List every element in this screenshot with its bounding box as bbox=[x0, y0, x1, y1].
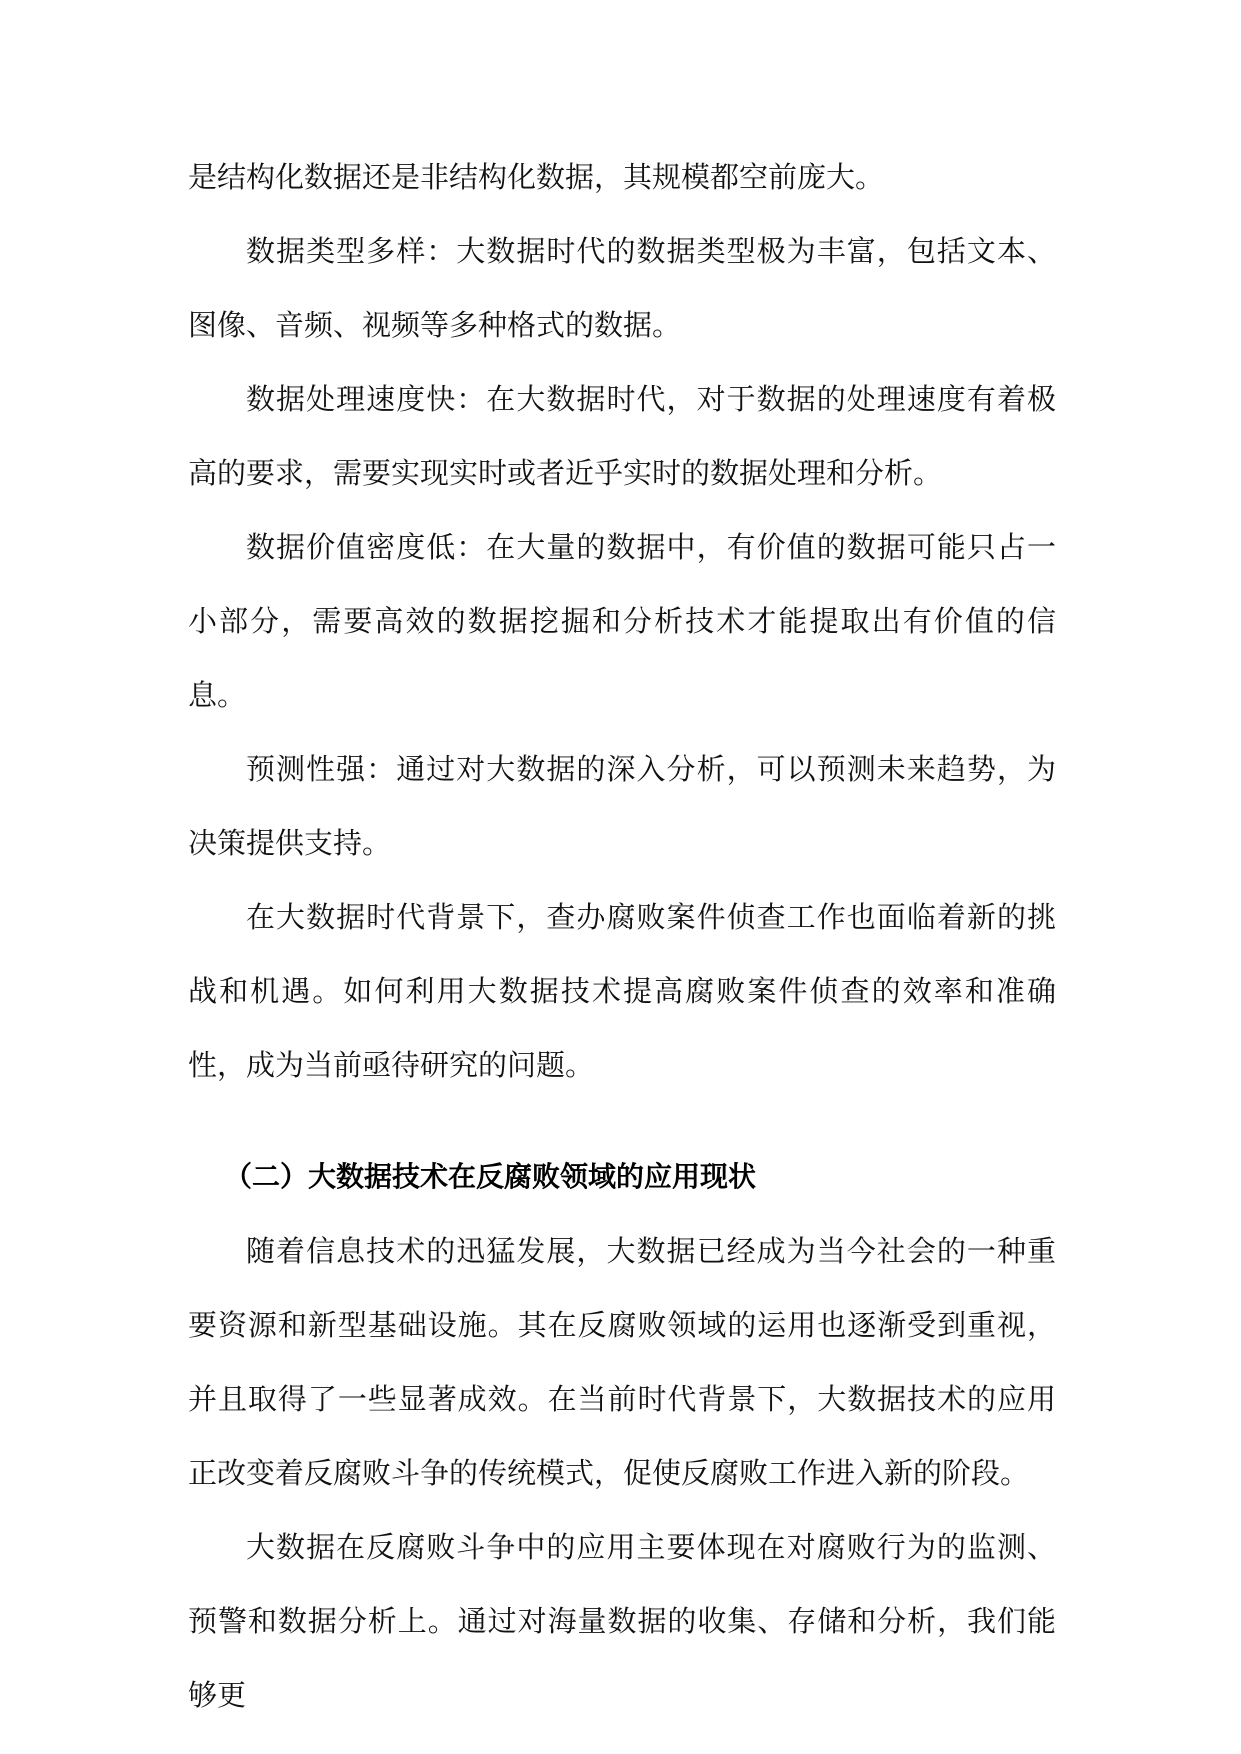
document-body bbox=[188, 140, 1056, 1732]
paragraph-continuation: 是结构化数据还是非结构化数据，其规模都空前庞大。 bbox=[188, 160, 885, 194]
paragraph-application: 大数据在反腐败斗争中的应用主要体现在对腐败行为的监测、预警和数据分析上。通过对海量数据的收集、存储和分析，我们能够更 bbox=[188, 1530, 1056, 1712]
paragraph-predictive: 预测性强：通过对大数据的深入分析，可以预测未来趋势，为决策提供支持。 bbox=[188, 752, 1056, 860]
section-heading: （二）大数据技术在反腐败领域的应用现状 bbox=[224, 1160, 757, 1193]
paragraph-challenges: 在大数据时代背景下，查办腐败案件侦查工作也面临着新的挑战和机遇。如何利用大数据技术提高腐败案件侦查的效率和准确性，成为当前亟待研究的问题。 bbox=[188, 900, 1056, 1082]
paragraph-processing-speed: 数据处理速度快：在大数据时代，对于数据的处理速度有着极高的要求，需要实现实时或者近乎实时的数据处理和分析。 bbox=[188, 382, 1056, 490]
paragraph-development: 随着信息技术的迅猛发展，大数据已经成为当今社会的一种重要资源和新型基础设施。其在反腐败领域的运用也逐渐受到重视，并且取得了一些显著成效。在当前时代背景下，大数据技术的应用正改变着反腐败斗争的传统模式，促使反腐败工作进入新的阶段。 bbox=[188, 1234, 1056, 1490]
paragraph-value-density: 数据价值密度低：在大量的数据中，有价值的数据可能只占一小部分，需要高效的数据挖掘和分析技术才能提取出有价值的信息。 bbox=[188, 530, 1056, 712]
paragraph-data-types: 数据类型多样：大数据时代的数据类型极为丰富，包括文本、图像、音频、视频等多种格式的数据。 bbox=[188, 234, 1056, 342]
